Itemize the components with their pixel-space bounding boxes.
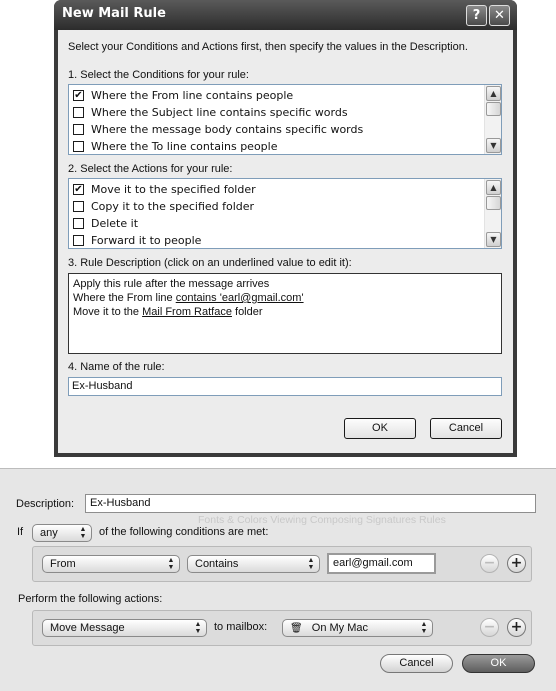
- conditions-met-label: of the following conditions are met:: [99, 526, 269, 538]
- scroll-thumb[interactable]: [486, 102, 501, 116]
- condition-to-contains-people[interactable]: [73, 138, 277, 154]
- checkbox[interactable]: [73, 218, 84, 229]
- folder-link[interactable]: Mail From Ratface: [142, 306, 232, 318]
- if-label: If: [17, 526, 24, 538]
- description-text: folder: [231, 306, 263, 318]
- rule-name-input[interactable]: Ex-Husband: [68, 377, 502, 396]
- condition-from-contains-people[interactable]: [73, 87, 293, 103]
- popup-arrows-icon: ▲ ▼: [167, 557, 175, 571]
- condition-label: Where the Subject line contains specific words: [91, 105, 348, 119]
- popup-arrows-icon: ▲ ▼: [79, 526, 87, 540]
- match-popup[interactable]: [32, 524, 92, 542]
- action-copy-to-folder[interactable]: [73, 198, 254, 214]
- action-forward-to-people[interactable]: [73, 232, 201, 248]
- scroll-down-icon[interactable]: ▼: [486, 232, 501, 247]
- description-text: Where the From line: [73, 292, 176, 304]
- mailbox-popup[interactable]: [282, 619, 433, 637]
- checkbox[interactable]: [73, 235, 84, 246]
- description-line: [73, 291, 497, 305]
- background-preference-tabs: Fonts & Colors Viewing Composing Signatures Rules: [198, 514, 446, 526]
- condition-value-input[interactable]: earl@gmail.com: [327, 553, 436, 574]
- scroll-thumb[interactable]: [486, 196, 501, 210]
- dialog-title: New Mail Rule: [62, 6, 166, 21]
- mac-rule-sheet: [0, 468, 556, 691]
- ok-button[interactable]: OK: [344, 418, 416, 439]
- add-action-button[interactable]: [507, 618, 526, 637]
- contains-email-link[interactable]: contains 'earl@gmail.com': [175, 292, 304, 304]
- action-label: Forward it to people: [91, 233, 202, 247]
- plus-icon: +: [510, 555, 523, 571]
- remove-condition-button[interactable]: [480, 554, 499, 573]
- rule-description-label: 3. Rule Description (click on an underlined value to edit it):: [68, 257, 352, 269]
- new-mail-rule-dialog: [54, 0, 517, 457]
- cancel-button[interactable]: Cancel: [380, 654, 453, 673]
- checkbox-checked[interactable]: ✔: [74, 183, 83, 195]
- description-text: Move it to the: [73, 306, 143, 318]
- to-mailbox-label: to mailbox:: [214, 621, 268, 633]
- scroll-down-icon[interactable]: ▼: [486, 138, 501, 153]
- conditions-label: 1. Select the Conditions for your rule:: [68, 69, 249, 81]
- condition-operator-popup[interactable]: [187, 555, 320, 573]
- description-line: [73, 305, 497, 319]
- checkbox[interactable]: [73, 124, 84, 135]
- dialog-client-area: [58, 30, 513, 453]
- actions-scrollbar[interactable]: [484, 179, 501, 248]
- condition-subject-contains-words[interactable]: [73, 104, 348, 120]
- close-button[interactable]: [489, 5, 510, 26]
- condition-label: Where the From line contains people: [91, 88, 294, 102]
- checkbox[interactable]: [73, 107, 84, 118]
- cancel-button[interactable]: Cancel: [430, 418, 502, 439]
- condition-label: Where the message body contains specific words: [91, 122, 364, 136]
- action-label: Delete it: [91, 216, 139, 230]
- checkbox[interactable]: [73, 201, 84, 212]
- rule-name-label: 4. Name of the rule:: [68, 361, 165, 373]
- close-icon: ✕: [494, 8, 505, 23]
- action-type-popup[interactable]: [42, 619, 207, 637]
- ok-button[interactable]: OK: [462, 654, 535, 673]
- add-condition-button[interactable]: [507, 554, 526, 573]
- popup-arrows-icon: ▲ ▼: [307, 557, 315, 571]
- checkbox[interactable]: [73, 141, 84, 152]
- action-label: Copy it to the specified folder: [91, 199, 255, 213]
- perform-actions-label: Perform the following actions:: [18, 593, 163, 605]
- action-type-value: Move Message: [50, 622, 125, 634]
- instructions-text: Select your Conditions and Actions first, then specify the values in the Description.: [68, 41, 468, 53]
- rule-description-box: [68, 273, 502, 354]
- action-delete[interactable]: [73, 215, 138, 231]
- help-button[interactable]: [466, 5, 487, 26]
- action-label: Move it to the specified folder: [91, 182, 256, 196]
- condition-label: Where the To line contains people: [91, 139, 278, 153]
- condition-operator-value: Contains: [195, 558, 239, 570]
- actions-list[interactable]: [68, 178, 502, 249]
- scroll-up-icon[interactable]: ▲: [486, 180, 501, 195]
- conditions-list[interactable]: [68, 84, 502, 155]
- popup-arrows-icon: ▲ ▼: [194, 621, 202, 635]
- trash-can-icon: 🗑: [290, 623, 303, 634]
- condition-field-popup[interactable]: [42, 555, 180, 573]
- description-label: Description:: [16, 498, 75, 510]
- conditions-scrollbar[interactable]: [484, 85, 501, 154]
- popup-arrows-icon: ▲ ▼: [420, 621, 428, 635]
- plus-icon: +: [510, 619, 523, 635]
- match-value: any: [40, 527, 58, 539]
- description-input[interactable]: Ex-Husband: [85, 494, 536, 513]
- checkbox-checked[interactable]: ✔: [74, 89, 83, 101]
- description-line: Apply this rule after the message arrives: [73, 278, 270, 290]
- action-move-to-folder[interactable]: [73, 181, 256, 197]
- remove-action-button[interactable]: [480, 618, 499, 637]
- scroll-up-icon[interactable]: ▲: [486, 86, 501, 101]
- mailbox-value: On My Mac: [311, 622, 368, 634]
- help-icon: ?: [472, 8, 481, 23]
- minus-icon: −: [483, 619, 496, 635]
- condition-field-value: From: [50, 558, 76, 570]
- condition-body-contains-words[interactable]: [73, 121, 363, 137]
- dialog-titlebar[interactable]: [54, 0, 517, 30]
- actions-label: 2. Select the Actions for your rule:: [68, 163, 233, 175]
- minus-icon: −: [483, 555, 496, 571]
